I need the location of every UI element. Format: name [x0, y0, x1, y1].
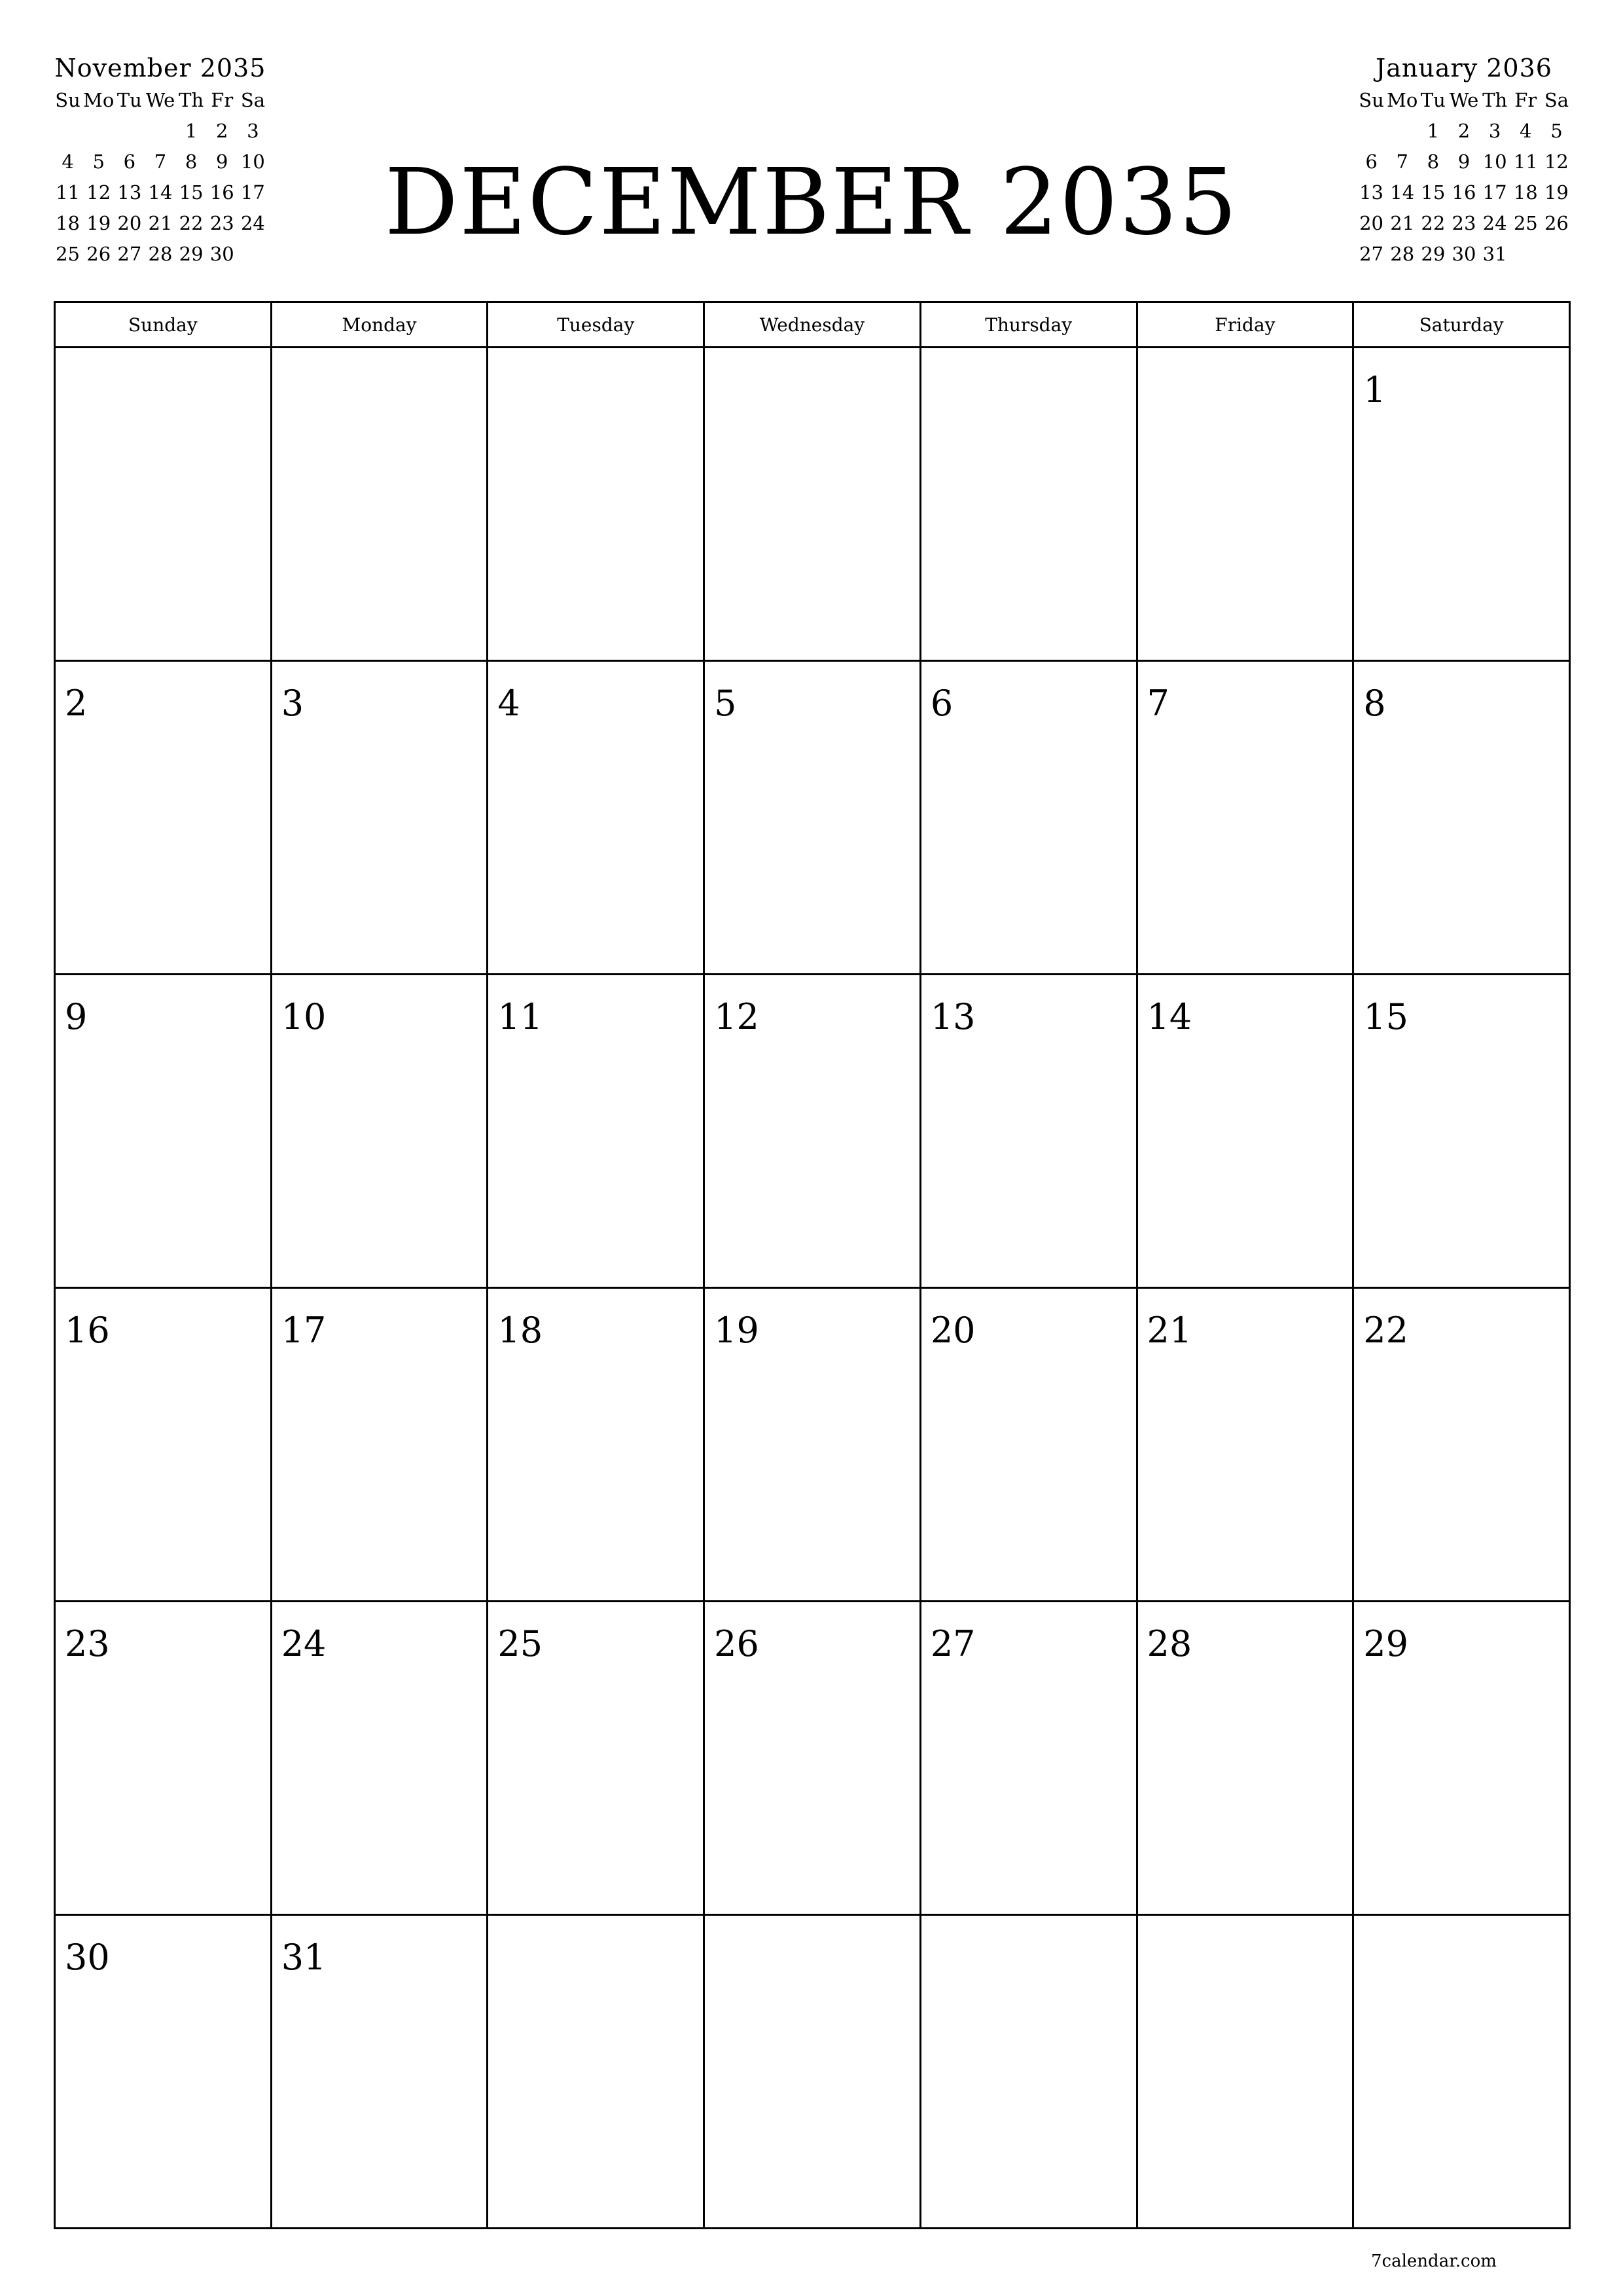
mini-day: 5 [1550, 120, 1563, 142]
week-row [55, 1602, 1570, 1915]
day-cell [920, 348, 1137, 661]
day-cell [55, 348, 272, 661]
mini-day: 26 [86, 243, 111, 265]
day-cell [271, 661, 488, 975]
mini-day: 17 [1482, 181, 1507, 204]
mini-day [145, 116, 175, 147]
mini-day: 2 [1457, 120, 1471, 142]
mini-weekday: Su [55, 89, 80, 111]
mini-weekday: Tu [116, 89, 142, 111]
day-number [921, 348, 1136, 370]
day-number: 24 [281, 1623, 327, 1664]
mini-day: 25 [1513, 212, 1538, 234]
mini-day: 13 [117, 181, 142, 204]
mini-day: 8 [1427, 151, 1440, 173]
mini-weekday: Mo [83, 89, 115, 111]
day-number: 23 [65, 1623, 110, 1664]
day-number [488, 348, 703, 370]
mini-day: 5 [92, 151, 105, 173]
week-row [55, 348, 1570, 661]
mini-day: 27 [117, 243, 142, 265]
mini-day: 24 [1482, 212, 1507, 234]
mini-day: 22 [179, 212, 204, 234]
day-number: 17 [281, 1310, 327, 1351]
day-number: 3 [281, 683, 304, 724]
mini-weekday: We [145, 89, 175, 111]
day-cell [55, 1602, 272, 1915]
mini-day: 3 [247, 120, 259, 142]
day-cell [271, 1288, 488, 1602]
mini-day: 4 [62, 151, 74, 173]
weekday-header: Saturday [1353, 302, 1570, 348]
mini-day: 14 [148, 181, 173, 204]
day-number: 31 [281, 1937, 327, 1978]
mini-day: 4 [1520, 120, 1532, 142]
day-cell [488, 661, 704, 975]
mini-day: 9 [216, 151, 228, 173]
mini-day: 18 [1513, 181, 1538, 204]
mini-calendar-next [1356, 51, 1572, 270]
day-cell [704, 1915, 921, 2229]
mini-day: 20 [1359, 212, 1384, 234]
day-cell [1353, 661, 1570, 975]
day-number: 12 [714, 996, 759, 1037]
mini-week-row [52, 116, 268, 147]
day-number [56, 348, 270, 370]
weekday-header: Thursday [920, 302, 1137, 348]
mini-day: 25 [56, 243, 80, 265]
day-number: 14 [1147, 996, 1192, 1037]
mini-calendar-title: November 2035 [54, 54, 266, 82]
mini-weekday-row [1356, 85, 1572, 116]
mini-day: 14 [1390, 181, 1415, 204]
day-cell [488, 1915, 704, 2229]
week-row [55, 661, 1570, 975]
day-cell [488, 1602, 704, 1915]
weekday-header: Friday [1137, 302, 1353, 348]
mini-week-row [1356, 177, 1572, 208]
mini-weekday: Tu [1420, 89, 1446, 111]
mini-day: 10 [240, 151, 265, 173]
day-number: 5 [714, 683, 737, 724]
day-cell [488, 1288, 704, 1602]
mini-day: 27 [1359, 243, 1384, 265]
day-cell [55, 1915, 272, 2229]
day-cell [271, 1602, 488, 1915]
mini-day: 15 [179, 181, 204, 204]
day-cell [1353, 1288, 1570, 1602]
day-cell [920, 1288, 1137, 1602]
day-number: 18 [497, 1310, 543, 1351]
day-number: 28 [1147, 1623, 1192, 1664]
mini-weekday: Fr [211, 89, 234, 111]
mini-day: 3 [1488, 120, 1501, 142]
month-grid [54, 301, 1571, 2229]
mini-day [1387, 116, 1418, 147]
day-cell [1137, 661, 1353, 975]
day-number: 11 [497, 996, 543, 1037]
day-cell [271, 1915, 488, 2229]
week-row [55, 1288, 1570, 1602]
day-number [921, 1916, 1136, 1938]
mini-day: 13 [1359, 181, 1384, 204]
mini-day: 29 [179, 243, 204, 265]
day-number: 7 [1147, 683, 1169, 724]
mini-day: 1 [1427, 120, 1440, 142]
mini-day [1356, 116, 1387, 147]
mini-day: 21 [148, 212, 173, 234]
mini-day: 19 [1544, 181, 1569, 204]
week-row [55, 975, 1570, 1288]
day-cell [920, 975, 1137, 1288]
mini-day [1541, 239, 1572, 270]
weekday-header: Wednesday [704, 302, 921, 348]
mini-day [114, 116, 145, 147]
day-cell [488, 348, 704, 661]
day-number [705, 348, 919, 370]
mini-day: 17 [240, 181, 265, 204]
day-cell [704, 1602, 921, 1915]
day-number: 16 [65, 1310, 110, 1351]
day-number: 10 [281, 996, 327, 1037]
mini-day: 6 [123, 151, 136, 173]
day-cell [704, 661, 921, 975]
day-cell [1353, 1915, 1570, 2229]
day-number [705, 1916, 919, 1938]
mini-day: 16 [209, 181, 234, 204]
day-cell [1137, 1915, 1353, 2229]
day-number: 6 [930, 683, 954, 724]
day-cell [271, 975, 488, 1288]
mini-weekday: Sa [240, 89, 265, 111]
day-cell [704, 1288, 921, 1602]
mini-day: 15 [1421, 181, 1446, 204]
mini-weekday-row [52, 85, 268, 116]
mini-day [1510, 239, 1541, 270]
mini-week-row [1356, 208, 1572, 239]
mini-day [52, 116, 83, 147]
day-number: 20 [930, 1310, 976, 1351]
weekday-header: Monday [271, 302, 488, 348]
day-number [272, 348, 487, 370]
day-number: 13 [930, 996, 976, 1037]
mini-weekday: We [1449, 89, 1479, 111]
day-cell [1353, 975, 1570, 1288]
day-cell [704, 975, 921, 1288]
day-number: 2 [65, 683, 88, 724]
mini-day: 11 [56, 181, 80, 204]
mini-day: 6 [1365, 151, 1378, 173]
mini-day: 24 [240, 212, 265, 234]
mini-day: 16 [1452, 181, 1476, 204]
mini-day: 12 [86, 181, 111, 204]
mini-day: 7 [154, 151, 167, 173]
mini-day: 9 [1457, 151, 1471, 173]
mini-day: 28 [1390, 243, 1415, 265]
day-number [1138, 348, 1353, 370]
mini-day: 1 [185, 120, 198, 142]
day-cell [55, 1288, 272, 1602]
mini-day: 11 [1513, 151, 1538, 173]
day-number: 30 [65, 1937, 110, 1978]
day-number: 15 [1363, 996, 1408, 1037]
weekday-header-row [55, 302, 1570, 348]
mini-week-row [1356, 239, 1572, 270]
mini-day: 23 [209, 212, 234, 234]
mini-day [83, 116, 114, 147]
day-number: 19 [714, 1310, 759, 1351]
mini-weekday: Su [1359, 89, 1384, 111]
day-cell [55, 661, 272, 975]
day-number: 4 [497, 683, 520, 724]
day-number: 9 [65, 996, 88, 1037]
mini-week-row [1356, 116, 1572, 147]
day-number: 1 [1363, 369, 1386, 410]
mini-calendar-title: January 2036 [1376, 54, 1552, 82]
day-number: 27 [930, 1623, 976, 1664]
mini-day: 12 [1544, 151, 1569, 173]
mini-day: 8 [185, 151, 198, 173]
mini-day: 28 [148, 243, 173, 265]
mini-day: 18 [56, 212, 80, 234]
day-cell [55, 975, 272, 1288]
day-number: 26 [714, 1623, 759, 1664]
mini-weekday: Fr [1514, 89, 1537, 111]
mini-day: 19 [86, 212, 111, 234]
mini-weekday: Sa [1544, 89, 1569, 111]
day-cell [704, 348, 921, 661]
mini-day: 31 [1482, 243, 1507, 265]
mini-day: 30 [1452, 243, 1476, 265]
mini-day: 21 [1390, 212, 1415, 234]
day-cell [271, 348, 488, 661]
weekday-header: Tuesday [488, 302, 704, 348]
mini-day: 26 [1544, 212, 1569, 234]
day-cell [920, 1915, 1137, 2229]
site-credit: 7calendar.com [1371, 2251, 1497, 2271]
day-number: 21 [1147, 1310, 1192, 1351]
day-cell [1137, 348, 1353, 661]
mini-weekday: Th [1482, 89, 1508, 111]
day-cell [1137, 1602, 1353, 1915]
day-number [1354, 1916, 1569, 1938]
mini-day: 7 [1396, 151, 1408, 173]
week-row [55, 1915, 1570, 2229]
day-cell [1353, 1602, 1570, 1915]
mini-calendar-grid [1356, 85, 1572, 270]
day-cell [488, 975, 704, 1288]
mini-day: 10 [1482, 151, 1507, 173]
mini-day: 2 [216, 120, 228, 142]
day-cell [1137, 1288, 1353, 1602]
weekday-header: Sunday [55, 302, 272, 348]
day-number: 25 [497, 1623, 543, 1664]
day-number [1138, 1916, 1353, 1938]
mini-day: 29 [1421, 243, 1446, 265]
mini-day: 23 [1452, 212, 1476, 234]
page-title: DECEMBER 2035 [384, 149, 1239, 256]
day-number [488, 1916, 703, 1938]
day-cell [920, 1602, 1137, 1915]
mini-week-row [1356, 147, 1572, 177]
day-number: 8 [1363, 683, 1386, 724]
mini-day: 30 [209, 243, 234, 265]
mini-day: 20 [117, 212, 142, 234]
day-cell [920, 661, 1137, 975]
mini-weekday: Th [179, 89, 204, 111]
day-number: 22 [1363, 1310, 1408, 1351]
day-cell [1137, 975, 1353, 1288]
mini-day: 22 [1421, 212, 1446, 234]
mini-weekday: Mo [1387, 89, 1418, 111]
day-cell [1353, 348, 1570, 661]
day-number: 29 [1363, 1623, 1408, 1664]
